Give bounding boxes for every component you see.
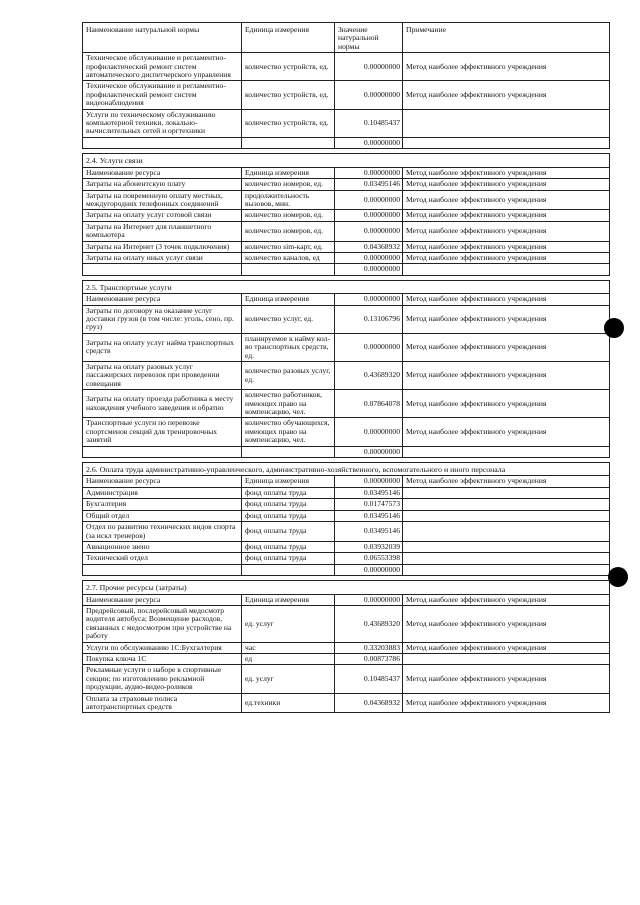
header-name: Наименование натуральной нормы (83, 23, 242, 53)
table-row (83, 179, 610, 190)
section-title-row (83, 280, 610, 293)
note-cell (403, 499, 610, 510)
resource-name-cell: Покупка ключа 1С (83, 653, 242, 664)
note-cell (403, 109, 610, 137)
unit-cell: количество sim-карт, ед. (242, 241, 335, 252)
unit-cell: количество номеров, ед. (242, 179, 335, 190)
note-cell: Метод наиболее эффективного учреждения (403, 333, 610, 361)
table-header-row (83, 23, 610, 53)
unit-cell: Единица измерения (242, 167, 335, 178)
table-row (83, 210, 610, 221)
note-cell: Метод наиболее эффективного учреждения (403, 241, 610, 252)
note-cell: Метод наиболее эффективного учреждения (403, 53, 610, 81)
section-title: 2.4. Услуги связи (83, 154, 610, 167)
section-title-row (83, 463, 610, 476)
value-cell: 0.03495146 (335, 487, 403, 498)
unit-cell: ед. услуг (242, 665, 335, 693)
table-row (83, 653, 610, 664)
resource-name-cell: Услуги по обслуживанию 1С:Бухгалтерия (83, 642, 242, 653)
unit-cell: Единица измерения (242, 594, 335, 605)
resource-name-cell: Затраты на повременную оплату местных, междугородних телефонных соединений (83, 190, 242, 210)
punch-hole-mark (604, 318, 624, 338)
unit-cell (242, 137, 335, 148)
resource-name-cell: Затраты на оплату проезда работника к месту нахождения учебного заведения и обратно (83, 390, 242, 418)
resource-name-cell: Отдел по развитию технических видов спорта (за искл тренеров) (83, 522, 242, 542)
header-note: Примечание (403, 23, 610, 53)
unit-cell: количество устройств, ед. (242, 109, 335, 137)
table-row (83, 476, 610, 487)
resource-name-cell: Рекламные услуги о наборе в спортивные секции; по изготовлению рекламной продукции, аудио-видео-роликов (83, 665, 242, 693)
value-cell: 0.03495146 (335, 179, 403, 190)
resource-name-cell: Техническое обслуживание и регламентно-профилактический ремонт систем видеонаблюдения (83, 81, 242, 109)
section-title-row (83, 154, 610, 167)
note-cell (403, 137, 610, 148)
resource-name-cell: Техническое обслуживание и регламентно-профилактический ремонт систем автоматического диспетчерского управления (83, 53, 242, 81)
note-cell: Метод наиболее эффективного учреждения (403, 605, 610, 642)
table-row (83, 541, 610, 552)
table-row (83, 305, 610, 333)
value-cell: 0.13106796 (335, 305, 403, 333)
unit-cell: час (242, 642, 335, 653)
note-cell: Метод наиболее эффективного учреждения (403, 221, 610, 241)
value-cell: 0.00000000 (335, 333, 403, 361)
note-cell (403, 446, 610, 457)
note-cell: Метод наиболее эффективного учреждения (403, 693, 610, 713)
value-cell: 0.01747573 (335, 499, 403, 510)
value-cell: 0.10485437 (335, 665, 403, 693)
resource-name-cell: Наименование ресурса (83, 476, 242, 487)
resource-name-cell (83, 446, 242, 457)
value-cell: 0.07864078 (335, 390, 403, 418)
table-row (83, 362, 610, 390)
value-cell: 0.00000000 (335, 81, 403, 109)
table-row (83, 564, 610, 575)
unit-cell: фонд оплаты труда (242, 553, 335, 564)
resource-name-cell: Затраты на Интернет для планшетного компьютера (83, 221, 242, 241)
unit-cell: количество обучающихся, имеющих право на компенсацию, чел. (242, 418, 335, 446)
unit-cell: количество работников, имеющих право на компенсацию, чел. (242, 390, 335, 418)
unit-cell: количество номеров, ед. (242, 221, 335, 241)
unit-cell: количество устройств, ед. (242, 53, 335, 81)
table-row (83, 553, 610, 564)
resource-name-cell: Предрейсовый, послерейсовый медосмотр водителя автобуса; Возмещение расходов, связанных с медосмотром при устройстве на работу (83, 605, 242, 642)
table-row (83, 221, 610, 241)
value-cell: 0.00000000 (335, 210, 403, 221)
note-cell: Метод наиболее эффективного учреждения (403, 210, 610, 221)
table-row (83, 390, 610, 418)
section-title-row (83, 581, 610, 594)
unit-cell (242, 264, 335, 275)
note-cell (403, 264, 610, 275)
note-cell (403, 564, 610, 575)
resource-name-cell: Наименование ресурса (83, 167, 242, 178)
table-row (83, 446, 610, 457)
header-unit: Единица измерения (242, 23, 335, 53)
resource-name-cell: Бухгалтерия (83, 499, 242, 510)
resource-name-cell: Наименование ресурса (83, 294, 242, 305)
section-title: 2.7. Прочие ресурсы (затраты) (83, 581, 610, 594)
value-cell: 0.00000000 (335, 294, 403, 305)
resource-name-cell: Общий отдел (83, 510, 242, 521)
table-row (83, 109, 610, 137)
resource-name-cell (83, 264, 242, 275)
note-cell: Метод наиболее эффективного учреждения (403, 642, 610, 653)
note-cell (403, 653, 610, 664)
resource-name-cell: Технический отдел (83, 553, 242, 564)
unit-cell (242, 564, 335, 575)
section-title: 2.5. Транспортные услуги (83, 280, 610, 293)
value-cell: 0.00000000 (335, 564, 403, 575)
resource-name-cell: Услуги по техническому обслуживанию компьютерной техники, локально-вычислительных сетей и оргтехники (83, 109, 242, 137)
value-cell: 0.06553398 (335, 553, 403, 564)
note-cell: Метод наиболее эффективного учреждения (403, 167, 610, 178)
note-cell: Метод наиболее эффективного учреждения (403, 594, 610, 605)
value-cell: 0.00000000 (335, 167, 403, 178)
note-cell: Метод наиболее эффективного учреждения (403, 476, 610, 487)
value-cell: 0.00000000 (335, 221, 403, 241)
unit-cell (242, 446, 335, 457)
value-cell: 0.00873786 (335, 653, 403, 664)
value-cell: 0.10485437 (335, 109, 403, 137)
resource-name-cell: Затраты по договору на оказание услуг доставки грузов (в том числе: уголь, сено, пр. груз) (83, 305, 242, 333)
value-cell: 0.43689320 (335, 362, 403, 390)
note-cell: Метод наиболее эффективного учреждения (403, 665, 610, 693)
value-cell: 0.03932039 (335, 541, 403, 552)
resource-name-cell (83, 564, 242, 575)
value-cell: 0.04368932 (335, 241, 403, 252)
value-cell: 0.00000000 (335, 476, 403, 487)
table-row (83, 137, 610, 148)
unit-cell: продолжительность вызовов, мин. (242, 190, 335, 210)
table-row (83, 167, 610, 178)
table-row (83, 418, 610, 446)
unit-cell: Единица измерения (242, 476, 335, 487)
value-cell: 0.00000000 (335, 137, 403, 148)
resource-name-cell: Затраты на оплату иных услуг связи (83, 252, 242, 263)
table-row (83, 190, 610, 210)
resource-name-cell: Администрация (83, 487, 242, 498)
note-cell (403, 522, 610, 542)
header-value: Значение натуральной нормы (335, 23, 403, 53)
value-cell: 0.43689320 (335, 605, 403, 642)
unit-cell: фонд оплаты труда (242, 522, 335, 542)
note-cell: Метод наиболее эффективного учреждения (403, 390, 610, 418)
value-cell: 0.00000000 (335, 446, 403, 457)
note-cell: Метод наиболее эффективного учреждения (403, 81, 610, 109)
punch-hole-mark (608, 567, 628, 587)
note-cell: Метод наиболее эффективного учреждения (403, 190, 610, 210)
table-row (83, 333, 610, 361)
norms-table (82, 22, 610, 713)
unit-cell: ед. услуг (242, 605, 335, 642)
value-cell: 0.00000000 (335, 190, 403, 210)
section-title: 2.6. Оплата труда административно-управленческого, административно-хозяйственного, вспомогательного и иного персонала (83, 463, 610, 476)
note-cell (403, 510, 610, 521)
table-row (83, 594, 610, 605)
value-cell: 0.00000000 (335, 252, 403, 263)
note-cell (403, 541, 610, 552)
resource-name-cell: Транспортные услуги по перевозке спортсменов секций для тренировочных занятий (83, 418, 242, 446)
unit-cell: количество номеров, ед. (242, 210, 335, 221)
value-cell: 0.00000000 (335, 53, 403, 81)
resource-name-cell: Затраты на абонентскую плату (83, 179, 242, 190)
note-cell: Метод наиболее эффективного учреждения (403, 362, 610, 390)
unit-cell: фонд оплаты труда (242, 499, 335, 510)
resource-name-cell: Затраты на оплату услуг найма транспортных средств (83, 333, 242, 361)
unit-cell: количество устройств, ед. (242, 81, 335, 109)
table-row (83, 605, 610, 642)
resource-name-cell: Затраты на оплату услуг сотовой связи (83, 210, 242, 221)
table-row (83, 499, 610, 510)
unit-cell: ед.техники (242, 693, 335, 713)
unit-cell: количество разовых услуг, ед. (242, 362, 335, 390)
note-cell: Метод наиболее эффективного учреждения (403, 294, 610, 305)
table-row (83, 522, 610, 542)
unit-cell: количество услуг, ед. (242, 305, 335, 333)
value-cell: 0.04368932 (335, 693, 403, 713)
unit-cell: фонд оплаты труда (242, 541, 335, 552)
table-row (83, 693, 610, 713)
note-cell (403, 487, 610, 498)
resource-name-cell: Затраты на Интернет (3 точек подключения) (83, 241, 242, 252)
table-row (83, 642, 610, 653)
resource-name-cell: Оплата за страховые полиса автотранспортных средств (83, 693, 242, 713)
value-cell: 0.00000000 (335, 594, 403, 605)
unit-cell: фонд оплаты труда (242, 510, 335, 521)
table-row (83, 665, 610, 693)
resource-name-cell: Наименование ресурса (83, 594, 242, 605)
note-cell (403, 553, 610, 564)
note-cell: Метод наиболее эффективного учреждения (403, 305, 610, 333)
table-row (83, 53, 610, 81)
unit-cell: фонд оплаты труда (242, 487, 335, 498)
resource-name-cell: Авиационное звено (83, 541, 242, 552)
value-cell: 0.00000000 (335, 418, 403, 446)
note-cell: Метод наиболее эффективного учреждения (403, 418, 610, 446)
table-row (83, 81, 610, 109)
value-cell: 0.03495146 (335, 522, 403, 542)
unit-cell: планируемое к найму кол-во транспортных средств, ед. (242, 333, 335, 361)
table-row (83, 294, 610, 305)
table-row (83, 264, 610, 275)
table-row (83, 487, 610, 498)
document-page (82, 22, 610, 713)
unit-cell: количество каналов, ед (242, 252, 335, 263)
table-row (83, 241, 610, 252)
resource-name-cell (83, 137, 242, 148)
value-cell: 0.00000000 (335, 264, 403, 275)
unit-cell: ед (242, 653, 335, 664)
note-cell: Метод наиболее эффективного учреждения (403, 179, 610, 190)
resource-name-cell: Затраты на оплату разовых услуг пассажирских перевозок при проведении совещания (83, 362, 242, 390)
table-row (83, 510, 610, 521)
unit-cell: Единица измерения (242, 294, 335, 305)
note-cell: Метод наиболее эффективного учреждения (403, 252, 610, 263)
value-cell: 0.03495146 (335, 510, 403, 521)
table-row (83, 252, 610, 263)
value-cell: 0.33203883 (335, 642, 403, 653)
